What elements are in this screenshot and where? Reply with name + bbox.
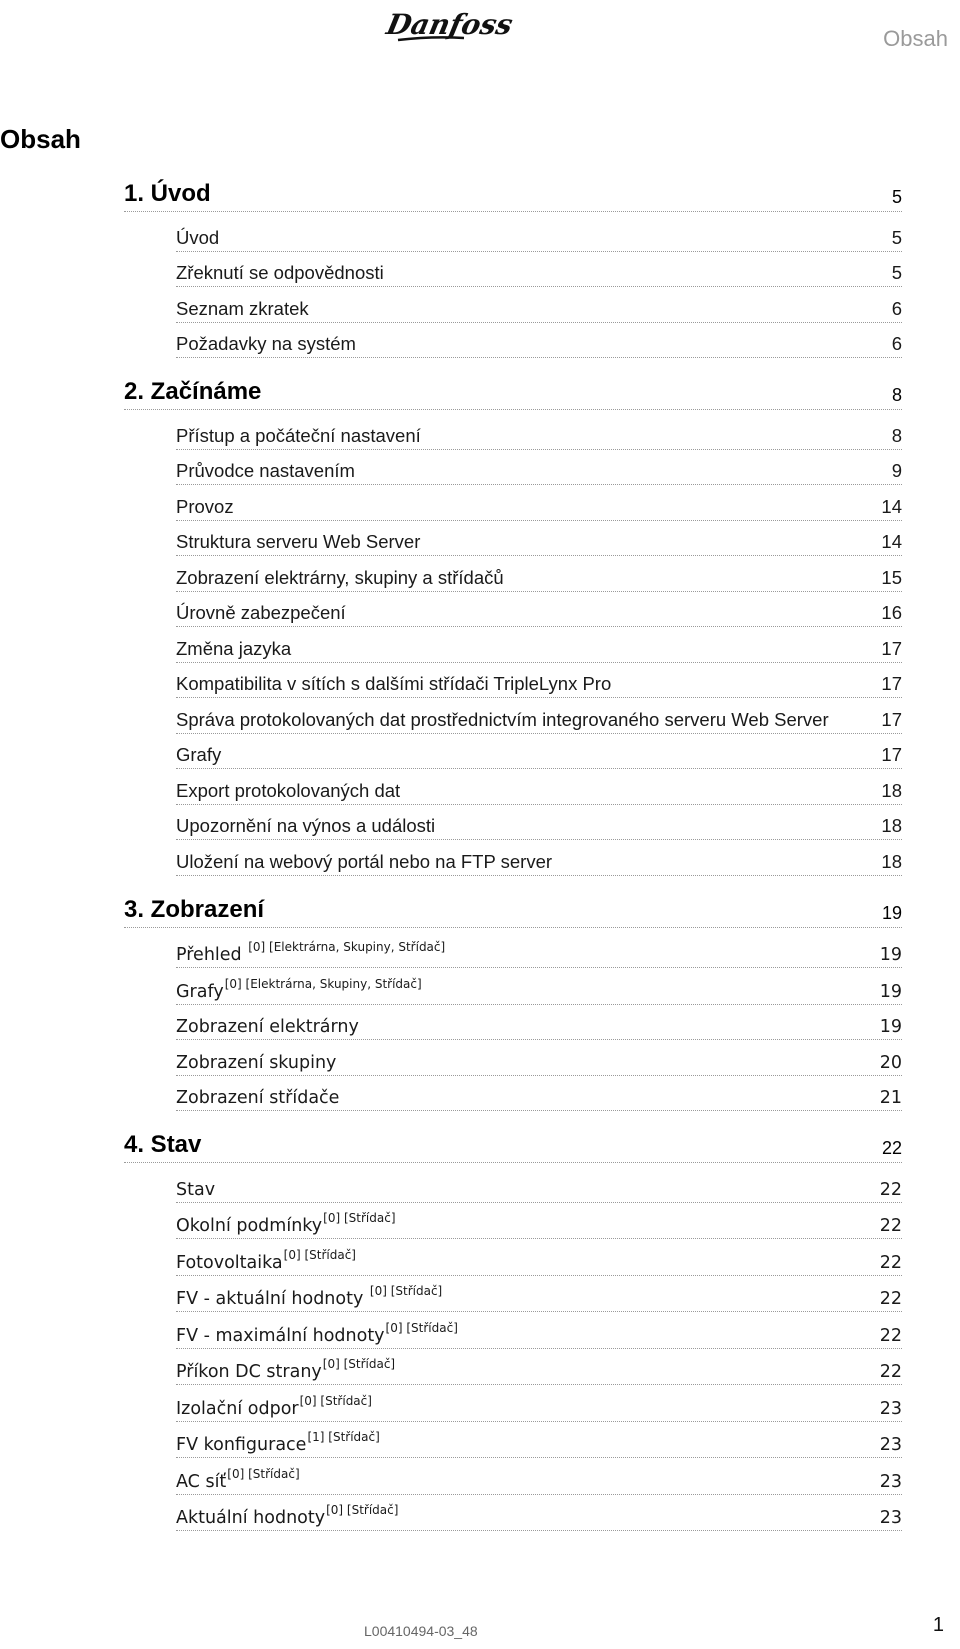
- toc-entry-title: [176, 673, 611, 695]
- toc-entry[interactable]: [176, 1203, 902, 1240]
- toc-entry-label: Úrovně zabezpečení: [176, 602, 346, 623]
- toc-chapter-title: 4. Stav: [124, 1131, 202, 1158]
- toc-entry-label: Provoz: [176, 495, 234, 517]
- toc-entry[interactable]: [176, 556, 902, 592]
- danfoss-logo: [383, 4, 516, 46]
- toc-entry[interactable]: [176, 1458, 902, 1495]
- toc-entry-label: Správa protokolovaných dat prostřednictvím integrovaného serveru Web Server: [176, 708, 829, 730]
- toc-entry-title: [176, 744, 221, 766]
- toc-entry-page: 17: [881, 744, 902, 765]
- toc-entry-label: Izolační odpor: [176, 1398, 299, 1419]
- toc-entry[interactable]: [176, 734, 902, 770]
- toc-entry-page: 17: [881, 708, 902, 730]
- toc-chapter-page: 5: [891, 187, 902, 207]
- toc-entry[interactable]: [176, 769, 902, 805]
- toc-entry-title: [176, 1247, 356, 1273]
- toc-entry-label: Požadavky na systém: [176, 333, 356, 354]
- toc-entry-page: 6: [891, 297, 902, 319]
- toc-entry[interactable]: [176, 1005, 902, 1041]
- header-section-label: Obsah: [883, 26, 948, 51]
- toc-entry-title: [176, 333, 356, 355]
- toc-entry-label: Fotovoltaika: [176, 1252, 283, 1273]
- toc-entry-label: Uložení na webový portál nebo na FTP server: [176, 850, 553, 872]
- toc-entry-page: 18: [881, 850, 902, 872]
- toc-entry-page: 5: [891, 262, 902, 283]
- toc-entry-tag: [0] [Střídač]: [323, 1211, 396, 1225]
- toc-entry-title: [176, 262, 384, 284]
- toc-entry-page: 16: [881, 602, 902, 623]
- toc-entry-tag: [0] [Střídač]: [385, 1320, 458, 1335]
- toc-entry-label: Zobrazení elektrárny: [176, 1017, 359, 1037]
- toc-entry-tag: [0] [Střídač]: [369, 1284, 443, 1298]
- toc-entry-title: [176, 1180, 215, 1200]
- toc-entry[interactable]: [176, 968, 902, 1005]
- toc-entry-page: 21: [879, 1088, 902, 1108]
- toc-section: [124, 896, 902, 1112]
- toc-entry-page: 22: [879, 1289, 902, 1309]
- toc-entry-page: 19: [879, 981, 902, 1002]
- toc-chapter-title: 1. Úvod: [124, 180, 211, 207]
- toc-entry-label: FV konfigurace: [176, 1435, 307, 1455]
- toc-entry[interactable]: [176, 698, 902, 734]
- toc-entry-page: 15: [881, 566, 902, 588]
- toc-entry-title: [176, 298, 309, 320]
- toc-entry-label: Stav: [176, 1179, 216, 1200]
- toc-entry-tag: [0] [Střídač]: [326, 1503, 399, 1517]
- toc-entry-title: [176, 1053, 336, 1073]
- toc-entry[interactable]: [176, 216, 902, 252]
- toc-entry-page: 22: [879, 1362, 902, 1382]
- toc-entry-title: [176, 425, 421, 447]
- toc-entry-title: [176, 1393, 372, 1419]
- toc-entry-page: 22: [879, 1216, 902, 1236]
- toc-entry-label: Úvod: [176, 226, 220, 248]
- document-code: L00410494-03_48: [364, 1623, 478, 1639]
- page-title: Obsah: [0, 124, 81, 154]
- toc-chapter-heading[interactable]: [124, 180, 902, 212]
- toc-entry-title: [176, 1320, 458, 1346]
- toc-entry-label: Export protokolovaných dat: [176, 779, 401, 801]
- toc-entry-title: [176, 602, 346, 624]
- toc-entry[interactable]: [176, 932, 902, 969]
- toc-entry-title: [176, 531, 420, 553]
- toc-entry-title: [176, 1017, 359, 1037]
- toc-entry-page: 14: [881, 495, 902, 517]
- toc-entry-title: [176, 815, 435, 837]
- toc-entry-page: 18: [881, 779, 902, 801]
- toc-entry-title: [176, 1284, 443, 1309]
- toc-entry[interactable]: [176, 252, 902, 288]
- toc-entry-page: 20: [879, 1052, 902, 1073]
- toc-entry-page: 23: [879, 1471, 902, 1492]
- toc-entry-page: 8: [891, 424, 902, 446]
- toc-entry-label: FV - maximální hodnoty: [176, 1325, 385, 1346]
- toc-section: [124, 378, 902, 876]
- toc-entry-label: Kompatibilita v sítích s dalšími střídači TripleLynx Pro: [176, 673, 612, 694]
- toc-entry-tag: [0] [Elektrárna, Skupiny, Střídač]: [224, 976, 422, 991]
- toc-entry-title: [176, 1430, 380, 1455]
- toc-entry-label: Grafy: [176, 981, 224, 1002]
- toc-entry-label: FV - aktuální hodnoty: [176, 1289, 369, 1309]
- toc-chapter-page: 22: [881, 1138, 902, 1158]
- toc-entry-label: Zobrazení střídače: [176, 1088, 340, 1108]
- toc-entry-page: 23: [879, 1435, 902, 1455]
- toc-entry-page: 22: [879, 1325, 902, 1346]
- toc-chapter-page: 8: [891, 385, 902, 405]
- toc-entry-title: [176, 1357, 396, 1382]
- toc-entry-title: [176, 976, 422, 1002]
- toc-entry[interactable]: [176, 485, 902, 521]
- toc-entry-label: Přístup a počáteční nastavení: [176, 424, 421, 446]
- toc-chapter-title: 2. Začínáme: [124, 378, 262, 405]
- toc-entry[interactable]: [176, 1349, 902, 1386]
- toc-chapter-heading[interactable]: [124, 1131, 902, 1163]
- toc-entry-title: [176, 638, 291, 660]
- toc-entry-page: 14: [881, 531, 902, 552]
- toc-entry-tag: [0] [Střídač]: [227, 1466, 300, 1481]
- toc-entry[interactable]: [176, 1276, 902, 1313]
- toc-entry-title: [176, 940, 446, 965]
- toc-entry-page: 22: [879, 1252, 902, 1273]
- toc-entry-label: Změna jazyka: [176, 637, 292, 659]
- toc-entry[interactable]: [176, 840, 902, 876]
- toc-chapter-heading[interactable]: [124, 378, 902, 410]
- toc-entry[interactable]: [176, 450, 902, 486]
- toc-entry[interactable]: [176, 663, 902, 699]
- page-number: 1: [932, 1614, 944, 1636]
- toc-entry-page: 9: [891, 460, 902, 481]
- toc-entry-label: Přehled: [176, 945, 248, 965]
- toc-entry-title: [176, 780, 400, 802]
- toc-entry-label: AC síť: [176, 1471, 227, 1492]
- toc-entry-title: [176, 1503, 399, 1528]
- toc-entry-tag: [0] [Střídač]: [283, 1247, 356, 1262]
- toc-entry-page: 17: [881, 673, 902, 694]
- toc-chapter-title: 3. Zobrazení: [124, 895, 265, 923]
- toc-entry[interactable]: [176, 592, 902, 628]
- toc-entry[interactable]: [176, 323, 902, 359]
- toc-entry-title: [176, 709, 829, 731]
- toc-entry[interactable]: [176, 805, 902, 841]
- toc-entry[interactable]: [176, 1422, 902, 1459]
- toc-entry-title: [176, 851, 552, 873]
- toc-entry-label: Zobrazení skupiny: [176, 1052, 337, 1073]
- toc-section: [124, 1131, 902, 1531]
- toc-entry-label: Zřeknutí se odpovědnosti: [176, 262, 384, 283]
- toc-entry-title: [176, 227, 219, 249]
- toc-entry-page: 22: [879, 1179, 902, 1200]
- toc-entry[interactable]: [176, 414, 902, 450]
- toc-entry-title: [176, 460, 355, 482]
- toc-entry-page: 23: [879, 1508, 902, 1528]
- toc-entry-label: Průvodce nastavením: [176, 460, 355, 481]
- toc-entry[interactable]: [176, 287, 902, 323]
- toc-entry-label: Struktura serveru Web Server: [176, 531, 421, 552]
- toc-entry-tag: [1] [Střídač]: [307, 1430, 380, 1444]
- toc-entry-title: [176, 1088, 339, 1108]
- toc-entry-label: Seznam zkratek: [176, 297, 309, 319]
- toc-chapter-heading[interactable]: [124, 896, 902, 928]
- toc-entry-title: [176, 567, 504, 589]
- toc-chapter-page: 19: [881, 902, 902, 923]
- toc-entry-page: 18: [881, 815, 902, 836]
- table-of-contents: [124, 180, 902, 1551]
- toc-entry-tag: [0] [Střídač]: [322, 1357, 396, 1371]
- toc-entry-label: Okolní podmínky: [176, 1216, 323, 1236]
- toc-entry-page: 23: [879, 1398, 902, 1419]
- toc-entry-label: Grafy: [176, 744, 222, 765]
- toc-entry[interactable]: [176, 1167, 902, 1203]
- toc-entry[interactable]: [176, 1076, 902, 1112]
- toc-entry[interactable]: [176, 521, 902, 557]
- toc-entry-title: [176, 1211, 396, 1236]
- svg-text:Danfoss: Danfoss: [383, 7, 516, 41]
- toc-entry[interactable]: [176, 627, 902, 663]
- toc-entry-title: [176, 1466, 300, 1492]
- toc-entry[interactable]: [176, 1239, 902, 1276]
- toc-entry-label: Upozornění na výnos a události: [176, 815, 436, 836]
- toc-entry-page: 19: [879, 945, 902, 965]
- toc-entry-tag: [0] [Elektrárna, Skupiny, Střídač]: [248, 940, 446, 954]
- toc-entry-label: Příkon DC strany: [176, 1362, 322, 1382]
- toc-entry-page: 5: [891, 226, 902, 248]
- toc-entry-page: 17: [881, 637, 902, 659]
- toc-entry-tag: [0] [Střídač]: [299, 1393, 372, 1408]
- toc-section: [124, 180, 902, 358]
- toc-entry-page: 6: [891, 333, 902, 354]
- toc-entry-label: Zobrazení elektrárny, skupiny a střídačů: [176, 566, 504, 588]
- toc-entry[interactable]: [176, 1312, 902, 1349]
- toc-entry[interactable]: [176, 1385, 902, 1422]
- toc-entry[interactable]: [176, 1040, 902, 1076]
- toc-entry-page: 19: [879, 1017, 902, 1037]
- toc-entry-label: Aktuální hodnoty: [176, 1508, 326, 1528]
- toc-entry[interactable]: [176, 1495, 902, 1532]
- toc-entry-title: [176, 496, 234, 518]
